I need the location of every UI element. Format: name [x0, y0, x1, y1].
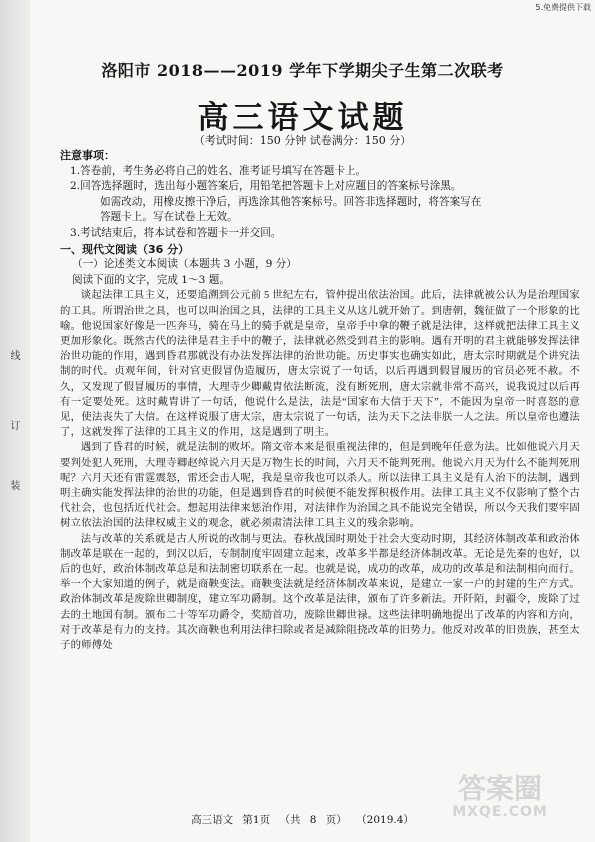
- page-title: 高三语文试题: [197, 100, 408, 136]
- binding-mark: 装: [8, 480, 19, 490]
- reading-instruction: 阅读下面的文字，完成 1～3 题。: [72, 273, 230, 286]
- watermark-sub: MXQE.COM: [452, 804, 548, 820]
- exam-content: [60, 148, 580, 653]
- exam-title: 洛阳市 2018——2019 学年下学期尖子生第二次联考: [101, 61, 504, 80]
- watermark-main: 答案圈: [457, 772, 542, 805]
- passage-paragraph: 谈起法律工具主义，还要追溯到公元前 5 世纪左右，管仲提出依法治国。此后，法律就被公认为是治理国家的工具。所谓治世之具，也可以叫治国之具，法律的工具主义从这儿就开始了。到唐朝，魏征做了一个形象的比喻。他说国家好像是一匹奔马，骑在马上的骑手就是皇帝，皇帝手中拿的鞭子就是法律，这样就把法律工具主义更加形象化。既然古代的法律是君主手中的鞭子，法律就必然受到君主的影响。遇有开明的君主就能够发挥法律治世功能的作用，遇到昏君那就没有办法发挥法律的治世功能。历史事实也确实如此，唐太宗时期就是个讲究法制的时代。贞观年间，针对官吏假冒伪造履历，唐太宗说了一句话，以后再遇到假冒履历的官员必死不赦。不久，又发现了假冒履历的事情，大理寺少卿戴胄依法断流，没有断死刑，唐太宗就非常不高兴，说我说过以后再有一定要处死。这时戴胄讲了一句话，他说什么是法，法是“国家布大信于天下”，不能因为皇帝一时喜怒的意见，使法丧失了大信。在这样说服了唐太宗，唐太宗说了一句话，法为天下之法非朕一人之法。所以皇帝也遵法了，这就发挥了法律的工具主义的作用，这是遇到了明主。: [60, 290, 580, 439]
- binding-mark: 线: [8, 350, 19, 360]
- passage-paragraph: 法与改革的关系就是古人所说的改制与更法。春秋战国时期处于社会大变动时期，其经济体制改革和政治体制改革是联在一起的，到汉以后，专制制度牢固建立起来，改革多半都是经济体制改革。无论是先秦的也好，以后的也好，政治体制改革总是和法制密切联系在一起。也就是说，成功的改革，成功的改革是和法制相向而行。举一个大家知道的例子，就是商鞅变法。商鞅变法就是经济体制改革来说，是建立一家一户的封建的生产方式。政治体制改革是废除世卿制度，建立军功爵制。这个改革是法律，颁布了许多新法。开阡陌，封疆令，废除了过去的土地国有制。颁布二十等军功爵令，奖励首功，废除世卿世禄。这些法律明确地提出了改革的内容和方向，对于改革是有力的支持。其次商鞅也利用法律扫除或者是减除阻挠改革的旧势力。他反对改革的旧贵族，甚至太子的师傅处: [60, 533, 580, 652]
- notice-item: 如需改动，用橡皮擦干净后，再选涂其他答案标号。回答非选择题时，将答案写在: [100, 195, 482, 208]
- footer-date: （2019.4）: [356, 814, 414, 826]
- section-heading: 一、现代文阅读（36 分）: [60, 242, 190, 256]
- notice-item: 1.答卷前，考生务必将自己的姓名、准考证号填写在答题卡上。: [70, 164, 367, 177]
- binding-mark: 订: [8, 420, 19, 430]
- footer-total-pages: （共 8 页）: [279, 814, 347, 826]
- notice-item: 答题卡上。写在试卷上无效。: [100, 211, 238, 224]
- exam-duration-info: （考试时间：150 分钟 试卷满分：150 分）: [193, 134, 412, 147]
- passage-paragraph: 遇到了昏君的时候，就是法制的败坏。隋文帝本来是很重视法律的，但是到晚年任意为法。比如他说六月天要判处犯人死刑，大理寺卿赵绰说六月天是万物生长的时间，六月天不能判死刑。他说六月天为什么不能判死刑呢？六月天还有雷霆震怒，雷还会击人呢，我是皇帝我也可以杀人。所以法律工具主义是有人治下的法制，遇到明主确实能发挥法律的治世的功能，但是遇到昏君的时候便不能发挥积极作用。法律工具主义不仅影响了整个古代社会，也包括近代社会。想起用法律来惩治作用，对法律作为治国之具不能说完全错误，所以今天我们要牢固树立依法治国的法律权威主义的观念，就必须肃清法律工具主义的残余影响。: [60, 442, 580, 530]
- subsection-heading: （一）论述类文本阅读（本题共 3 小题，9 分）: [72, 258, 297, 271]
- footer-subject: 高三语文: [191, 814, 234, 826]
- watermark-logo: [415, 774, 585, 834]
- exam-page: [30, 0, 595, 842]
- notice-item: 2.回答选择题时，选出每小题答案后，用铅笔把答题卡上对应题目的答案标号涂黑。: [70, 180, 462, 193]
- top-note: 5.免费提供下载: [535, 3, 591, 12]
- notice-item: 3.考试结束后，将本试卷和答题卡一并交回。: [70, 226, 282, 239]
- binding-strip: [0, 0, 30, 842]
- notice-heading: 注意事项：: [60, 149, 115, 162]
- footer-page-number: 第1页: [242, 814, 271, 826]
